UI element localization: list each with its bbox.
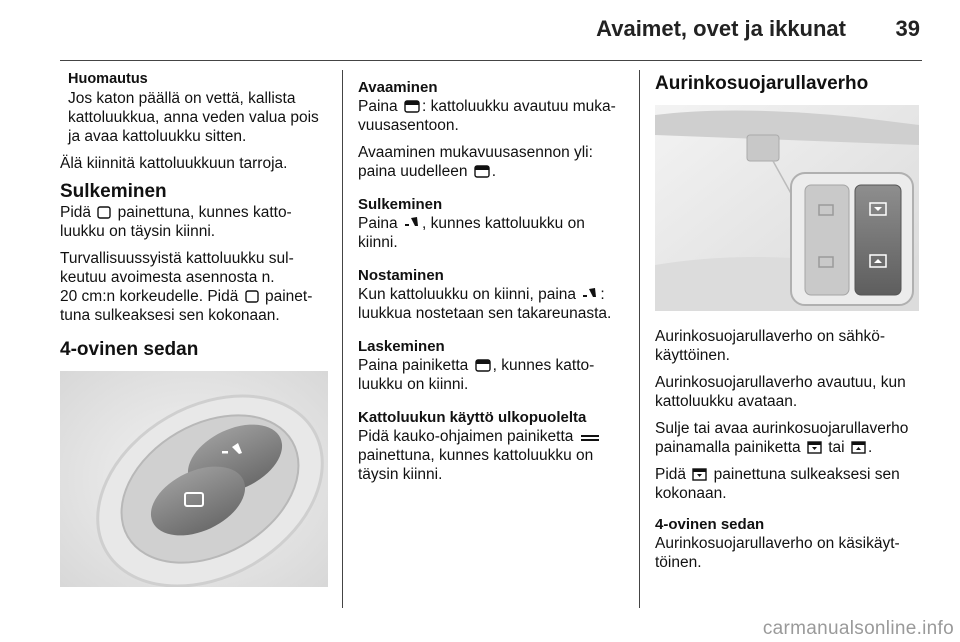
heading-closing-2: Sulkeminen: [358, 196, 443, 213]
paragraph-safety: Turvallisuussyistä kattoluukku sul-keutuu avoimesta asennosta n. 20 cm:n korkeudelle. Pidä painet-tuna sulkeaksesi sen kokonaan.: [60, 250, 313, 324]
page-number: 39: [895, 16, 920, 41]
column-1: [60, 70, 330, 587]
heading-opening: Avaaminen: [358, 79, 438, 96]
paragraph-closing-2: Paina , kunnes kattoluukku on kiinni.: [358, 215, 585, 251]
heading-sedan: 4-ovinen sedan: [60, 339, 199, 360]
paragraph-sunblind-4: Pidä painettuna sulkeaksesi sen kokonaan.: [655, 466, 900, 502]
header-rule: [60, 60, 922, 61]
sedan-switch-image: [60, 371, 328, 587]
paragraph-sunblind-5: Aurinkosuojarullaverho on käsikäyt-töinen.: [655, 535, 900, 571]
note-text: Jos katon päällä on vettä, kallista kattoluukkua, anna veden valua pois ja avaa kattoluukku sitten.: [68, 90, 319, 145]
column-divider-1: [342, 70, 343, 608]
tilt-icon: [404, 216, 420, 230]
remote-lock-icon: [580, 433, 600, 443]
open-roof-icon: [474, 165, 490, 178]
heading-sunblind: Aurinkosuojarullaverho: [655, 73, 869, 94]
sunblind-open-icon: [851, 441, 866, 454]
heading-closing: Sulkeminen: [60, 181, 167, 202]
paragraph-lowering: Paina painiketta , kunnes katto-luukku on kiinni.: [358, 357, 595, 393]
close-roof-icon: [245, 290, 259, 303]
sunblind-switch-illustration: [655, 105, 919, 311]
open-roof-icon: [404, 100, 420, 113]
tilt-icon: [582, 287, 598, 301]
paragraph-stickers: Älä kiinnitä kattoluukkuun tarroja.: [60, 155, 288, 172]
sunblind-close-icon: [692, 468, 707, 481]
page-header: [60, 14, 922, 54]
sunblind-switch-image: [655, 105, 919, 311]
paragraph-opening: Paina : kattoluukku avautuu muka-vuusasentoon.: [358, 98, 616, 134]
heading-lowering: Laskeminen: [358, 338, 445, 355]
open-roof-icon: [475, 359, 491, 372]
column-3: [655, 70, 923, 580]
column-2: [358, 70, 626, 492]
page-title: Avaimet, ovet ja ikkunat: [596, 16, 846, 41]
paragraph-sunblind-2: Aurinkosuojarullaverho avautuu, kun kattoluukku avataan.: [655, 374, 906, 410]
note-title: Huomautus: [68, 71, 148, 87]
watermark: carmanualsonline.info: [762, 618, 954, 639]
close-roof-icon: [97, 206, 111, 219]
paragraph-raising: Kun kattoluukku on kiinni, paina : luukkua nostetaan sen takareunasta.: [358, 286, 612, 322]
heading-remote: Kattoluukun käyttö ulkopuolelta: [358, 409, 587, 426]
heading-raising: Nostaminen: [358, 267, 444, 284]
paragraph-sunblind-1: Aurinkosuojarullaverho on sähkö-käyttöinen.: [655, 328, 886, 364]
note-box: [60, 70, 330, 146]
column-divider-2: [639, 70, 640, 608]
paragraph-opening-2: Avaaminen mukavuusasennon yli: paina uudelleen .: [358, 144, 593, 180]
paragraph-remote: Pidä kauko-ohjaimen painiketta painettuna, kunnes kattoluukku on täysin kiinni.: [358, 427, 626, 484]
paragraph-closing: Pidä painettuna, kunnes katto-luukku on täysin kiinni.: [60, 204, 292, 240]
heading-sedan-3: 4-ovinen sedan: [655, 516, 765, 533]
paragraph-sunblind-3: Sulje tai avaa aurinkosuojarullaverho painamalla painiketta tai .: [655, 420, 909, 456]
sunroof-switch-illustration: [60, 371, 328, 587]
sunblind-close-icon: [807, 441, 822, 454]
